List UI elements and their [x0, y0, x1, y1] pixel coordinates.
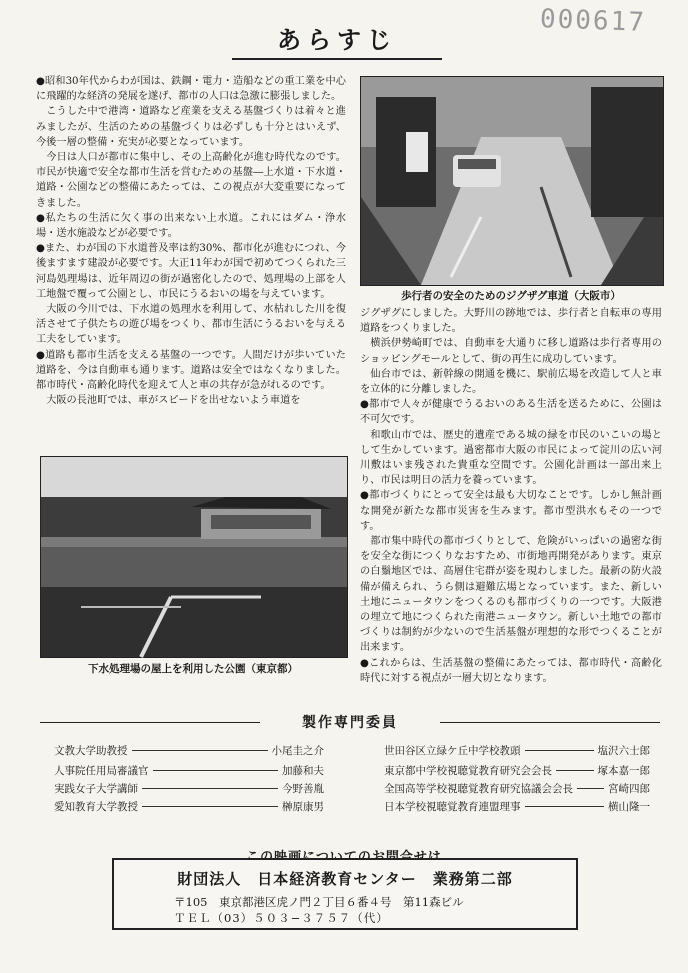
- heading-rule-right: [440, 722, 660, 723]
- story-paragraph: 今日は人口が都市に集中し、その上高齢化が進む時代なのです。市民が快適で安全な都市生活を営むための基盤―上水道・下水道・道路・公園などの整備にあたっては、この視点が大変重要になってきました。: [36, 152, 346, 209]
- committee-member: 日本学校視聴覚教育連盟理事 横山隆一: [384, 800, 650, 813]
- story-paragraph: ●都市で人々が健康でうるおいのある生活を送るために、公園は不可欠です。: [360, 399, 662, 426]
- postal-address: 〒105 東京都港区虎ノ門２丁目６番４号 第11森ビル: [174, 895, 464, 909]
- story-paragraph: 都市集中時代の都市づくりとして、危険がいっぱいの過密な街を安全な街につくりなおすため、市街地再開発があります。東京の白鬚地区では、高層住宅群が姿を現わしました。最新の防火設備が備えられ、うら側は避難広場となっています。また、新しい土地にニュータウンをつくるのも都市づくりの一つです。大阪港の埋立て地につくられた南港ニュータウン。新しい土地での都市づくりは制約が少ないので生活基盤が理想的な形でつくることが出来ます。: [360, 536, 662, 654]
- page-title: あらすじ: [277, 25, 397, 54]
- committee-heading-text: 製作専門委員: [302, 715, 398, 731]
- story-paragraph: ●また、わが国の下水道普及率は約30%、都市化が進むにつれ、今後ますます建設が必要です。大正11年わが国で初めてつくられた三河島処理場は、近年周辺の街が過密化したので、処理場の上部を人工地盤で覆って公園とし、市民にうるおいの場を与えています。: [36, 243, 346, 300]
- committee-member: 実践女子大学講師 今野善胤: [54, 782, 324, 795]
- title-underline: [232, 58, 442, 60]
- story-paragraph: ●これからは、生活基盤の整備にあたっては、都市時代・高齢化時代に対する視点が一層大切となります。: [360, 657, 662, 684]
- story-paragraph: 横浜伊勢崎町では、自動車を大通りに移し道路は歩行者専用のショッピングモールとして、街の再生に成功しています。: [360, 338, 662, 365]
- handwritten-stamp-number: 000617: [539, 4, 647, 38]
- story-paragraph: ●道路も都市生活を支える基盤の一つです。人間だけが歩いていた道路を、今は自動車も通ります。道路は安全ではなくなりました。都市時代・高齢化時代を迎えて人と車の共存が急がれるのです。: [36, 349, 346, 392]
- title-block: [232, 14, 442, 62]
- story-paragraph: 大阪の長池町では、車がスピードを出せないよう車道を: [46, 395, 301, 407]
- story-paragraph: こうした中で港湾・道路など産業を支える基盤づくりは着々と進みましたが、生活のための基盤づくりは必ずしも十分とはいえず、今後一層の整備・充実が必要となっています。: [36, 106, 346, 148]
- story-paragraph: 和歌山市では、歴史的遺産である城の緑を市民のいこいの場として生かしています。過密都市大阪の市民によって淀川の広い河川敷はいま残された貴重な空間です。公園化計画は一部出来上り、市民は明日の活力を養っています。: [360, 429, 662, 487]
- bottom-photo-caption: 下水処理場の屋上を利用した公園（東京都）: [88, 663, 298, 675]
- committee-member: 世田谷区立緑ケ丘中学校教頭 塩沢六士郎: [384, 744, 650, 757]
- story-right-column: [360, 306, 662, 684]
- committee-heading: [40, 712, 660, 732]
- story-paragraph: 仙台市では、新幹線の開通を機に、駅前広場を改造して人と車を立体的に分離しました。: [360, 368, 662, 396]
- committee-member: 東京都中学校視聴覚教育研究会会長 塚本嘉一郎: [384, 764, 650, 777]
- telephone-number: ＴＥＬ（03）５０３−３７５７（代）: [174, 911, 389, 925]
- contact-box: [112, 858, 578, 930]
- top-photo-caption: 歩行者の安全のためのジグザグ車道（大阪市）: [401, 290, 621, 302]
- committee-member: 愛知教育大学教授 榊原康男: [54, 800, 324, 813]
- story-left-column: [36, 74, 346, 454]
- story-paragraph: ●私たちの生活に欠く事の出来ない上水道。これにはダム・浄水場・送水施設などが必要です。: [36, 212, 346, 240]
- story-paragraph: ジグザグにしました。大野川の跡地では、歩行者と自転車の専用道路をつくりました。: [360, 308, 662, 335]
- story-paragraph: ●昭和30年代からわが国は、鉄鋼・電力・造船などの重工業を中心に飛躍的な経済の発展を遂げ、都市の人口は急激に膨張しました。: [36, 76, 346, 103]
- zigzag-road-photo: [360, 76, 664, 286]
- park-on-treatment-plant-photo: [40, 456, 348, 658]
- organization-name: 財団法人 日本経済教育センター 業務第二部: [177, 870, 513, 888]
- committee-member: 人事院任用局審議官 加藤和夫: [54, 764, 324, 777]
- committee-member: 全国高等学校視聴覚教育研究協議会会長 宮崎四郎: [384, 782, 650, 795]
- story-paragraph: ●都市づくりにとって安全は最も大切なことです。しかし無計画な開発が新たな都市災害を生みます。都市型洪水もその一つです。: [360, 490, 662, 532]
- committee-member: 文教大学助教授 小尾圭之介: [54, 744, 324, 757]
- story-paragraph: 大阪の今川では、下水道の処理水を利用して、水枯れした川を復活させて子供たちの遊び場をつくり、都市生活にうるおいを与える工夫をしています。: [36, 304, 346, 346]
